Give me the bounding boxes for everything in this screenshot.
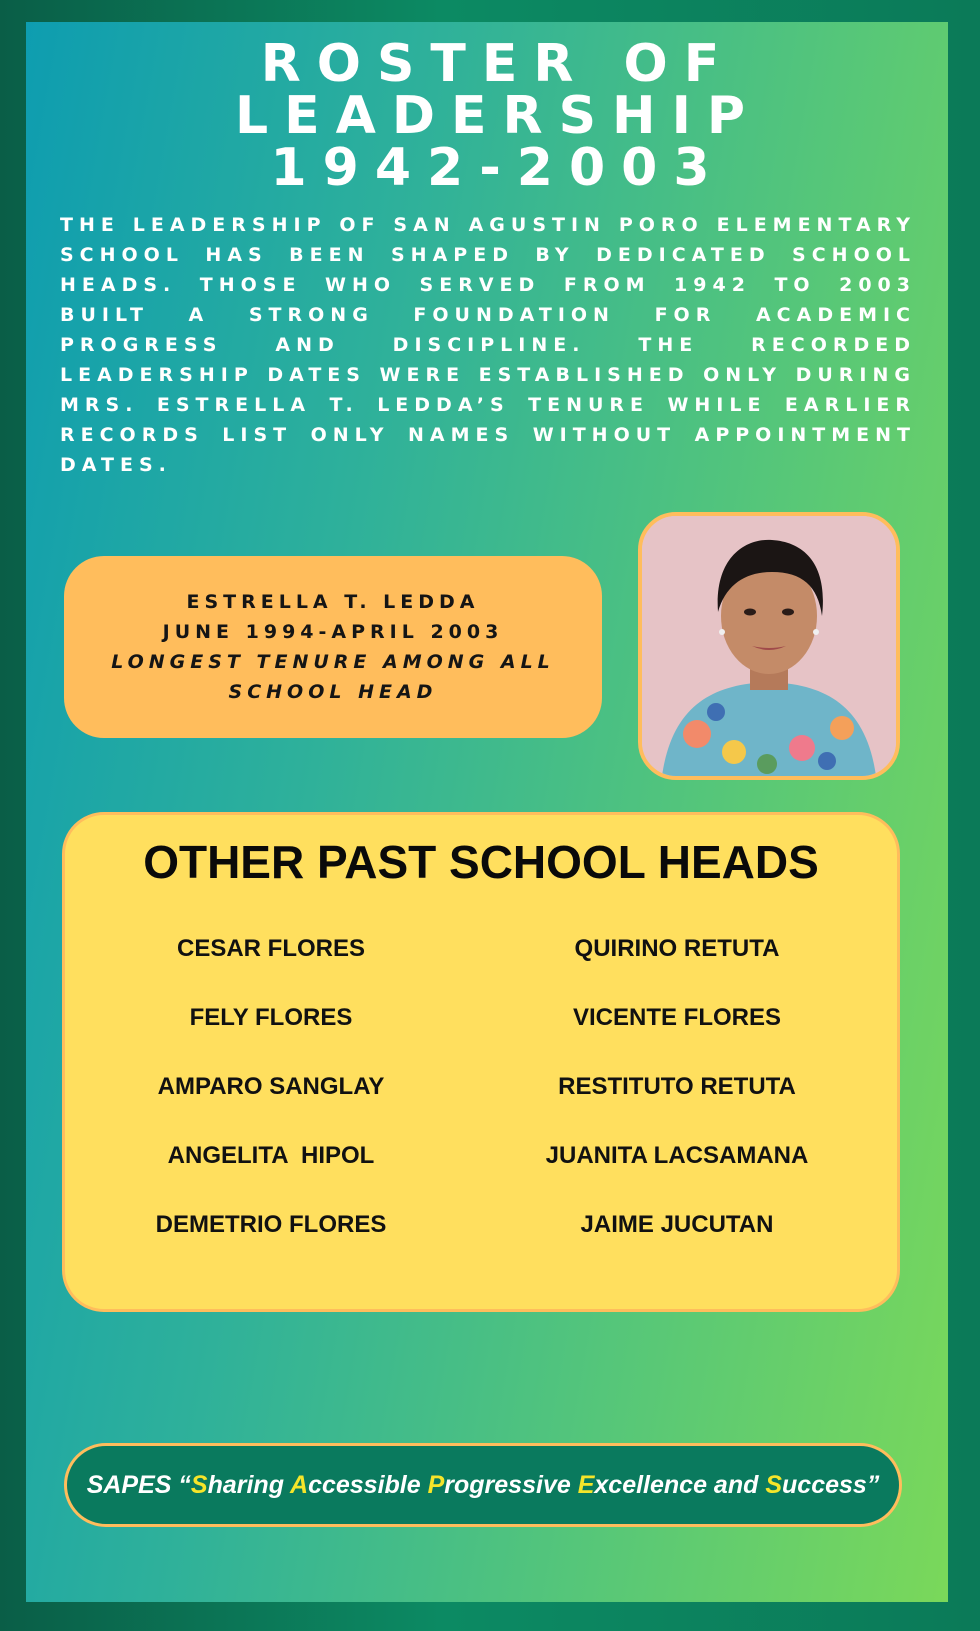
poster-title (0, 34, 980, 198)
motto-word: rogressive (444, 1470, 578, 1499)
motto-initial: A (290, 1470, 309, 1499)
motto-initial: S (765, 1470, 783, 1499)
title-line-1: ROSTER OF (260, 34, 736, 94)
motto-initial: P (427, 1470, 445, 1499)
past-heads-right-column (497, 935, 857, 1280)
past-head-name: VICENTE FLORES (572, 1004, 782, 1031)
featured-note: LONGEST TENURE AMONG ALL SCHOOL HEAD (111, 651, 555, 703)
featured-name: ESTRELLA T. LEDDA (186, 591, 480, 613)
motto-initial: E (577, 1470, 595, 1499)
motto-word: xcellence and (594, 1470, 766, 1499)
past-head-name: FELY FLORES (189, 1004, 353, 1031)
past-head-name: AMPARO SANGLAY (157, 1073, 385, 1100)
motto-word: haring (207, 1470, 290, 1499)
portrait-illustration (642, 516, 896, 776)
featured-head-card (64, 556, 602, 738)
motto-text (87, 1471, 880, 1500)
past-head-name: CESAR FLORES (176, 935, 365, 962)
past-heads-box (62, 812, 900, 1312)
past-head-name: DEMETRIO FLORES (155, 1211, 387, 1238)
motto-word: ccessible (308, 1470, 428, 1499)
intro-paragraph: THE LEADERSHIP OF SAN AGUSTIN PORO ELEMENTARY SCHOOL HAS BEEN SHAPED BY DEDICATED SCHOOL HEADS. THOSE WHO SERVED FROM 1942 TO 2003 BUILT A STRONG FOUNDATION FOR ACADEMIC PROGRESS AND DISCIPLINE. THE RECORDED LEADERSHIP DATES WERE ESTABLISHED ONLY DURING MRS. ESTRELLA T. LEDDA’S TENURE WHILE EARLIER RECORDS LIST ONLY NAMES WITHOUT APPOINTMENT DATES. (60, 214, 916, 476)
past-head-name: QUIRINO RETUTA (574, 935, 780, 962)
past-heads-title: OTHER PAST SCHOOL HEADS (143, 836, 819, 888)
past-head-name: ANGELITA HIPOL (167, 1142, 375, 1169)
featured-head-photo (638, 512, 900, 780)
motto-prefix: SAPES “ (86, 1470, 191, 1499)
past-head-name: JAIME JUCUTAN (580, 1211, 774, 1238)
past-head-name: JUANITA LACSAMANA (545, 1142, 809, 1169)
motto-word: uccess (782, 1470, 867, 1499)
motto-suffix: ” (866, 1470, 880, 1499)
title-line-3: 1942-2003 (270, 138, 726, 198)
school-motto-banner (64, 1443, 902, 1527)
title-line-2: LEADERSHIP (234, 86, 762, 146)
past-heads-left-column (91, 935, 451, 1280)
past-head-name: RESTITUTO RETUTA (558, 1073, 796, 1100)
motto-initial: S (190, 1470, 208, 1499)
featured-dates: JUNE 1994-APRIL 2003 (162, 621, 504, 643)
